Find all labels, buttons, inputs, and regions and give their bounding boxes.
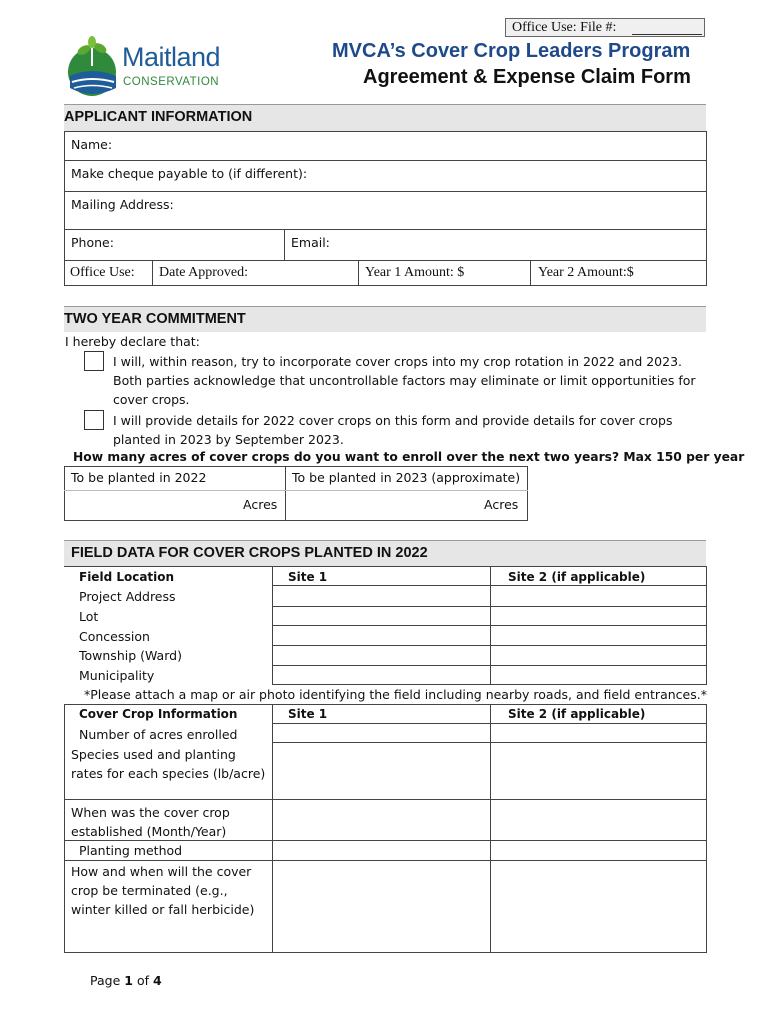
field-col-line xyxy=(272,566,273,684)
commitment-heading: TWO YEAR COMMITMENT xyxy=(64,311,246,327)
acres-2022-input[interactable]: Acres xyxy=(243,497,278,512)
field-table-line xyxy=(64,566,707,567)
page-current: 1 xyxy=(124,973,133,988)
declare-text: I hereby declare that: xyxy=(65,334,200,349)
cover-table-line xyxy=(64,952,707,953)
page-of: of xyxy=(136,973,149,988)
commitment-header-rule xyxy=(64,306,706,307)
acres-enrolled-label: Number of acres enrolled xyxy=(79,727,238,742)
applicant-row-line xyxy=(64,229,707,230)
row-concession: Concession xyxy=(79,629,150,644)
cover-table-line xyxy=(64,799,707,800)
page-word: Page xyxy=(90,973,121,988)
year1-amount-label: Year 1 Amount: $ xyxy=(365,265,465,280)
acres-question: How many acres of cover crops do you want to enroll over the next two years? Max 150 per year xyxy=(73,450,745,464)
maitland-logo-icon xyxy=(62,36,124,98)
mailing-address-field[interactable]: Mailing Address: xyxy=(71,197,174,212)
applicant-row-line xyxy=(64,260,707,261)
applicant-col-line xyxy=(284,229,285,260)
planted-2022-label: To be planted in 2022 xyxy=(71,470,207,485)
cheque-payable-field[interactable]: Make cheque payable to (if different): xyxy=(71,166,308,181)
applicant-row-line xyxy=(64,160,707,161)
row-project-address: Project Address xyxy=(79,589,176,604)
office-use-label: Office Use: xyxy=(70,265,135,280)
name-field[interactable]: Name: xyxy=(71,137,113,152)
cover-col-line xyxy=(490,704,491,952)
form-subtitle: Agreement & Expense Claim Form xyxy=(363,66,691,88)
email-field[interactable]: Email: xyxy=(291,235,330,250)
field-col-line xyxy=(706,566,707,684)
logo-name: Maitland xyxy=(122,42,221,72)
field-col-line xyxy=(490,566,491,684)
row-lot: Lot xyxy=(79,609,99,624)
acres-col-line xyxy=(285,466,286,521)
cover-col-line xyxy=(706,704,707,952)
field-table-line xyxy=(272,684,707,685)
commitment-item-1: I will, within reason, try to incorporate cover crops into my crop rotation in 2022 and 2023. Both parties acknowledge that uncontrollable factors may eliminate or limit opportunities for cover crops. xyxy=(113,354,696,407)
office-use-file-label: Office Use: File #: xyxy=(512,20,617,35)
applicant-row-line xyxy=(64,191,707,192)
row-municipality: Municipality xyxy=(79,668,155,683)
applicant-col-line xyxy=(152,260,153,286)
year2-amount-label: Year 2 Amount:$ xyxy=(538,265,634,280)
site2-header: Site 2 (if applicable) xyxy=(508,570,646,584)
acres-row-line xyxy=(64,490,528,491)
terminated-label: How and when will the cover crop be terminated (e.g., winter killed or fall herbicide) xyxy=(71,864,255,917)
applicant-heading: APPLICANT INFORMATION xyxy=(64,109,253,125)
logo xyxy=(62,36,232,98)
established-label: When was the cover crop established (Month/Year) xyxy=(71,805,230,839)
cover-site2-header: Site 2 (if applicable) xyxy=(508,707,646,721)
cover-col-line xyxy=(272,704,273,952)
field-header-rule xyxy=(64,540,706,541)
planting-method-label: Planting method xyxy=(79,843,183,858)
cover-col-line xyxy=(64,704,65,952)
field-heading: FIELD DATA FOR COVER CROPS PLANTED IN 2022 xyxy=(71,545,428,561)
map-note: *Please attach a map or air photo identifying the field including nearby roads, and field entrances.* xyxy=(84,687,707,702)
planted-2023-label: To be planted in 2023 (approximate) xyxy=(292,470,521,485)
form-title: MVCA’s Cover Crop Leaders Program xyxy=(332,40,691,62)
acres-2023-input[interactable]: Acres xyxy=(484,497,519,512)
office-use-file-line xyxy=(632,34,702,35)
species-label: Species used and planting rates for each species (lb/acre) xyxy=(71,747,266,781)
page-number xyxy=(90,973,162,988)
row-township: Township (Ward) xyxy=(79,648,182,663)
cover-site1-header: Site 1 xyxy=(288,707,328,721)
cover-table-line xyxy=(64,860,707,861)
applicant-col-line xyxy=(530,260,531,286)
commitment-checkbox-1[interactable] xyxy=(84,351,104,371)
phone-field[interactable]: Phone: xyxy=(71,235,114,250)
date-approved-label: Date Approved: xyxy=(159,265,249,280)
logo-subtitle: CONSERVATION xyxy=(123,76,220,88)
cover-table-line xyxy=(64,704,707,705)
field-location-header: Field Location xyxy=(79,570,175,584)
applicant-header-rule xyxy=(64,104,706,105)
applicant-col-line xyxy=(358,260,359,286)
site1-header: Site 1 xyxy=(288,570,328,584)
page-total: 4 xyxy=(152,973,162,988)
commitment-item-2: I will provide details for 2022 cover crops on this form and provide details for cover crops planted in 2023 by September 2023. xyxy=(113,413,673,447)
cover-crop-header: Cover Crop Information xyxy=(79,707,238,721)
commitment-checkbox-2[interactable] xyxy=(84,410,104,430)
